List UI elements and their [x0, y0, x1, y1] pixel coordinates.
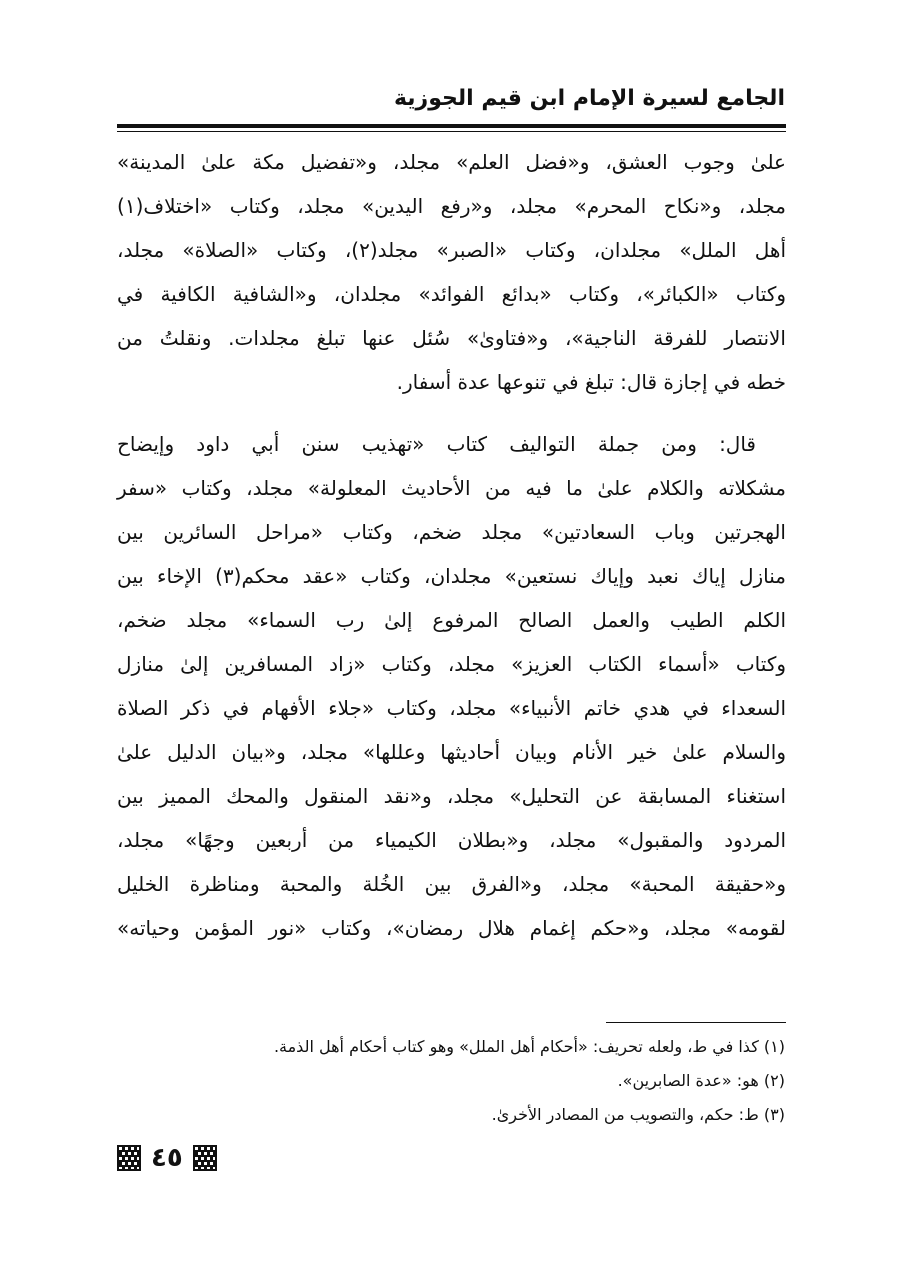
text-line: مجلد، و«نكاح المحرم» مجلد، و«رفع اليدين» مجلد، وكتاب «اختلاف(١): [117, 194, 786, 218]
grid-ornament-icon: [193, 1145, 217, 1171]
text-line: الانتصار للفرقة الناجية»، و«فتاوىٰ» سُئل عنها تبلغ مجلدات. ونقلتُ من: [117, 326, 786, 350]
text-line: المردود والمقبول» مجلد، و«بطلان الكيمياء من أربعين وجهًا» مجلد،: [117, 828, 786, 852]
footnote-1: (١) كذا في ط، ولعله تحريف: «أحكام أهل الملل» وهو كتاب أحكام أهل الذمة.: [273, 1037, 785, 1056]
paragraph-2: [117, 422, 786, 950]
text-line: خطه في إجازة قال: تبلغ في تنوعها عدة أسفار.: [396, 370, 786, 394]
text-line: علىٰ وجوب العشق، و«فضل العلم» مجلد، و«تفضيل مكة علىٰ المدينة»: [117, 150, 786, 174]
text-line: الهجرتين وباب السعادتين» مجلد ضخم، وكتاب «مراحل السائرين بين: [117, 520, 786, 544]
footnotes: [145, 1030, 785, 1132]
grid-ornament-icon: [117, 1145, 141, 1171]
text-line: وكتاب «الكبائر»، وكتاب «بدائع الفوائد» مجلدان، و«الشافية الكافية في: [117, 282, 786, 306]
text-line: قال: ومن جملة التواليف كتاب «تهذيب سنن أبي داود وإيضاح: [117, 432, 756, 456]
running-header: الجامع لسيرة الإمام ابن قيم الجوزية: [393, 86, 785, 111]
text-line: مشكلاته والكلام علىٰ ما فيه من الأحاديث المعلولة» مجلد، وكتاب «سفر: [117, 476, 786, 500]
paragraph-1: [117, 140, 786, 404]
footnote-separator: [606, 1022, 786, 1023]
text-line: وكتاب «أسماء الكتاب العزيز» مجلد، وكتاب «زاد المسافرين إلىٰ منازل: [117, 652, 786, 676]
text-line: و«حقيقة المحبة» مجلد، و«الفرق بين الخُلة والمحبة ومناظرة الخليل: [117, 872, 786, 896]
text-line: لقومه» مجلد، و«حكم إغمام هلال رمضان»، وكتاب «نور المؤمن وحياته»: [117, 916, 786, 940]
text-line: الكلم الطيب والعمل الصالح المرفوع إلىٰ رب السماء» مجلد ضخم،: [117, 608, 786, 632]
text-line: والسلام علىٰ خير الأنام وبيان أحاديثها وعللها» مجلد، و«بيان الدليل علىٰ: [117, 740, 786, 764]
page-number: ٤٥: [151, 1143, 183, 1173]
header-rule-thick: [117, 124, 786, 128]
main-text: [117, 140, 786, 950]
footnote-3: (٣) ط: حكم، والتصويب من المصادر الأخرىٰ.: [491, 1105, 785, 1124]
text-line: منازل إياك نعبد وإياك نستعين» مجلدان، وكتاب «عقد محكم(٣) الإخاء بين: [117, 564, 787, 588]
footnote-2: (٢) هو: «عدة الصابرين».: [617, 1071, 785, 1090]
text-line: استغناء المسابقة عن التحليل» مجلد، و«نقد المنقول والمحك المميز بين: [117, 784, 786, 808]
page-folio: [117, 1141, 217, 1175]
text-line: أهل الملل» مجلدان، وكتاب «الصبر» مجلد(٢)، وكتاب «الصلاة» مجلد،: [117, 238, 786, 262]
text-line: السعداء في هدي خاتم الأنبياء» مجلد، وكتاب «جلاء الأفهام في ذكر الصلاة: [117, 696, 786, 720]
header-rule-thin: [117, 131, 786, 132]
